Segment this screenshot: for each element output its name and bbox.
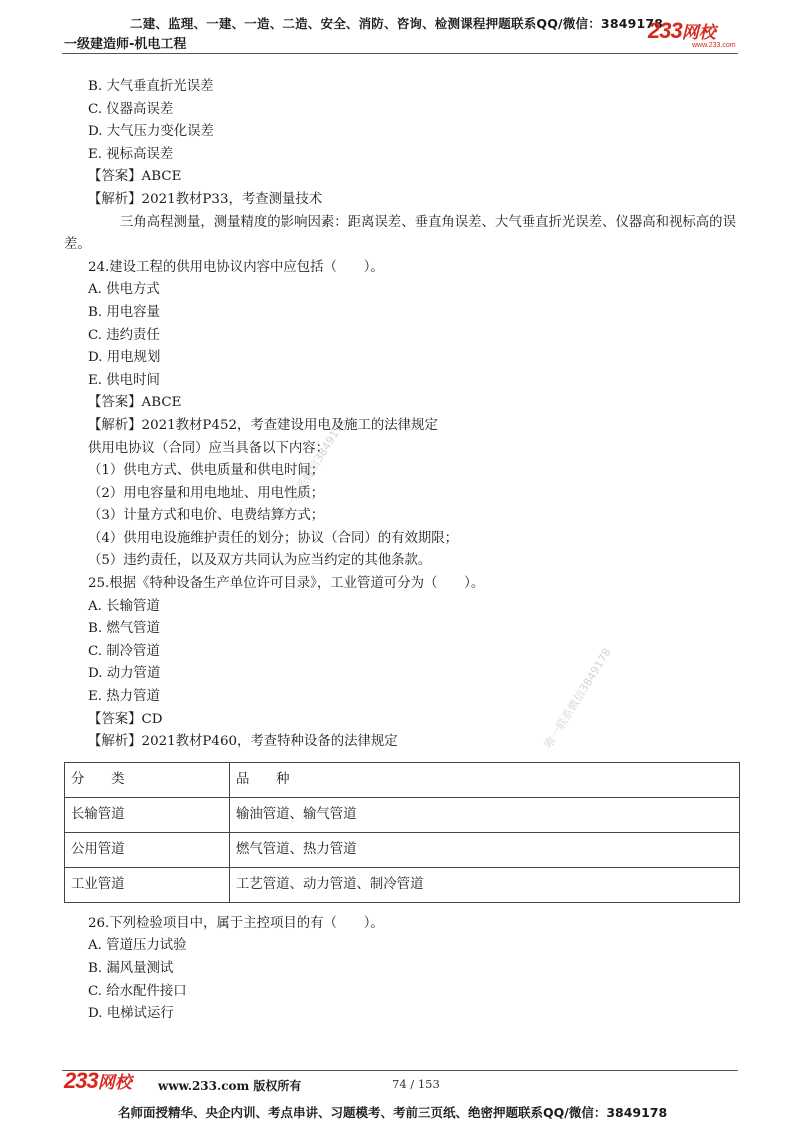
question-24: 24.建设工程的供用电协议内容中应包括（ ）。 (88, 259, 384, 275)
logo-word: 网校 (681, 23, 716, 42)
logo-number: 233 (64, 1068, 98, 1093)
analysis-item: （5）违约责任，以及双方共同认为应当约定的其他条款。 (88, 553, 432, 569)
option-line: E. 供电时间 (88, 372, 160, 388)
option-line: D. 用电规划 (88, 350, 161, 366)
option-line: D. 电梯试运行 (88, 1006, 174, 1022)
answer-line: 【答案】ABCE (88, 395, 182, 411)
footer-contact-text: 名师面授精华、央企内训、考点串讲、习题模考、考前三页纸、绝密押题联系QQ/微信：3849178 (118, 1105, 668, 1120)
option-line: A. 供电方式 (88, 282, 160, 298)
footer-logo (64, 1068, 132, 1094)
table-header-cell: 品 种 (230, 762, 740, 797)
page-number: 74 / 153 (392, 1077, 440, 1091)
analysis-paragraph: 三角高程测量，测量精度的影响因素：距离误差、垂直角误差、大气垂直折光误差、仪器高和视标高的误差。 (64, 214, 736, 253)
question-25: 25.根据《特种设备生产单位许可目录》，工业管道可分为（ ）。 (88, 576, 485, 592)
table-cell: 公用管道 (65, 832, 230, 867)
table-row (65, 832, 740, 867)
header-logo (648, 18, 716, 44)
analysis-line: 【解析】2021教材P33，考查测量技术 (88, 191, 323, 207)
logo-url: www.233.com (692, 42, 736, 49)
table-cell: 工艺管道、动力管道、制冷管道 (230, 867, 740, 902)
option-line: A. 长输管道 (88, 598, 160, 614)
table-row (65, 867, 740, 902)
analysis-item: （4）供用电设施维护责任的划分；协议（合同）的有效期限； (88, 530, 459, 546)
logo-number: 233 (648, 18, 682, 43)
option-line: B. 燃气管道 (88, 621, 160, 637)
option-line: E. 视标高误差 (88, 146, 174, 162)
answer-line: 【答案】CD (88, 711, 163, 727)
option-line: E. 热力管道 (88, 689, 160, 705)
option-line: C. 给水配件接口 (88, 983, 187, 999)
option-line: C. 仪器高误差 (88, 101, 174, 117)
header-subject: 一级建造师-机电工程 (64, 37, 187, 52)
table-cell: 输油管道、输气管道 (230, 797, 740, 832)
analysis-item: （1）供电方式、供电质量和供电时间； (88, 463, 325, 479)
option-line: D. 动力管道 (88, 666, 161, 682)
analysis-item: （3）计量方式和电价、电费结算方式； (88, 508, 325, 524)
analysis-line: 供用电协议（合同）应当具备以下内容： (88, 440, 330, 456)
document-body (64, 76, 740, 1026)
logo-word: 网校 (97, 1073, 132, 1092)
option-line: B. 漏风量测试 (88, 961, 174, 976)
answer-line: 【答案】ABCE (88, 169, 182, 185)
question-26: 26.下列检验项目中，属于主控项目的有（ ）。 (88, 915, 384, 931)
analysis-item: （2）用电容量和用电地址、用电性质； (88, 485, 325, 501)
option-line: D. 大气压力变化误差 (88, 124, 214, 140)
table-cell: 燃气管道、热力管道 (230, 832, 740, 867)
table-cell: 长输管道 (65, 797, 230, 832)
table-header-cell: 分 类 (65, 762, 230, 797)
option-line: C. 违约责任 (88, 327, 160, 343)
table-row (65, 797, 740, 832)
analysis-line: 【解析】2021教材P452，考查建设用电及施工的法律规定 (88, 417, 438, 433)
pipeline-classification-table (64, 762, 740, 903)
table-header-row (65, 762, 740, 797)
option-line: B. 大气垂直折光误差 (88, 79, 214, 94)
footer-copyright: www.233.com 版权所有 (158, 1079, 302, 1093)
footer-divider (62, 1070, 738, 1071)
analysis-line: 【解析】2021教材P460，考查特种设备的法律规定 (88, 734, 398, 750)
option-line: A. 管道压力试验 (88, 938, 187, 954)
table-cell: 工业管道 (65, 867, 230, 902)
watermark: 唯一联系微信3849178 (541, 646, 614, 751)
option-line: B. 用电容量 (88, 304, 160, 320)
option-line: C. 制冷管道 (88, 643, 160, 659)
watermark: 唯一联系微信3849178 (276, 416, 349, 521)
header-divider (62, 53, 738, 54)
header-contact-text: 二建、监理、一建、一造、二造、安全、消防、咨询、检测课程押题联系QQ/微信：3849178 (130, 16, 664, 31)
